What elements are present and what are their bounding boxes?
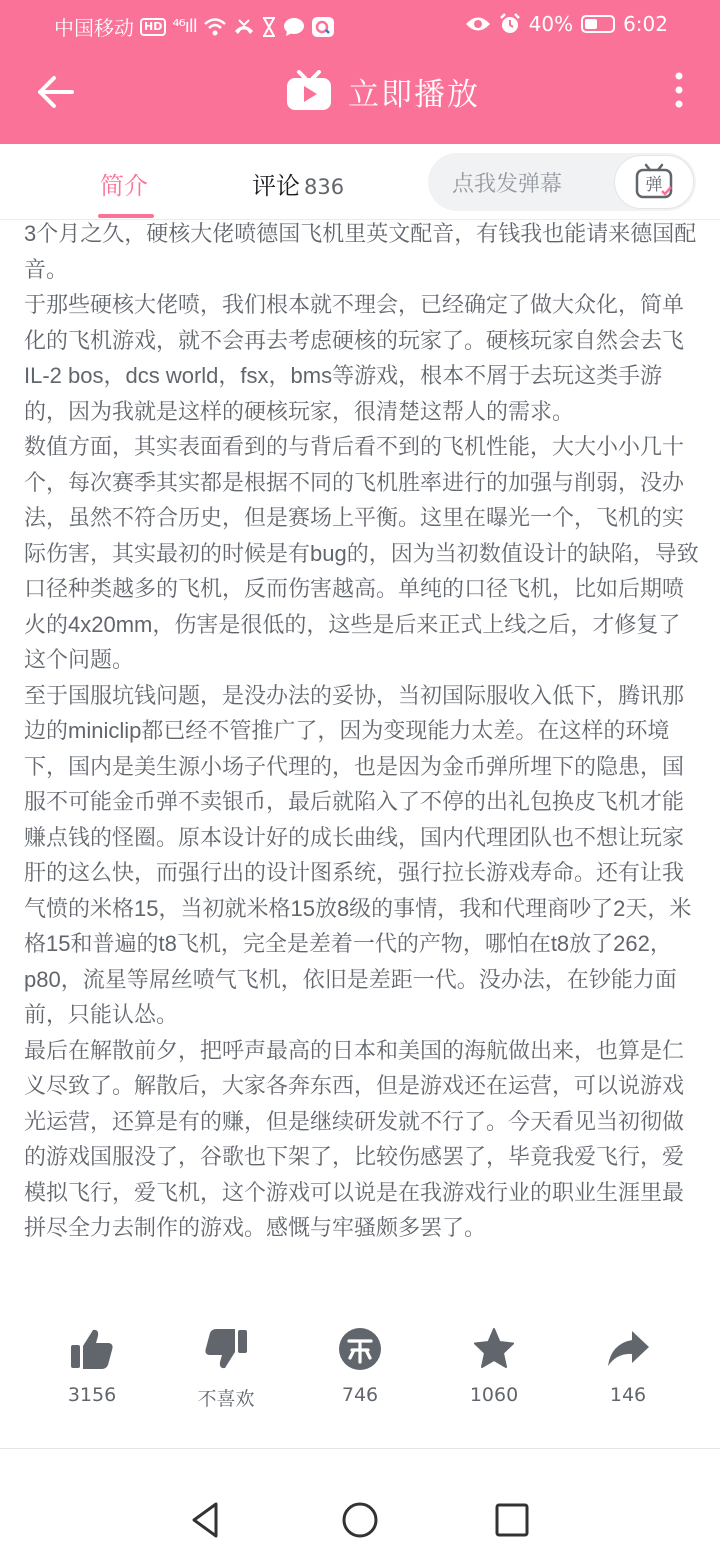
favorite-button[interactable] bbox=[444, 1326, 544, 1406]
wifi-icon bbox=[203, 17, 227, 37]
status-bar bbox=[0, 0, 720, 52]
like-count: 3156 bbox=[67, 1384, 117, 1406]
more-options-icon[interactable] bbox=[664, 68, 694, 112]
back-arrow-icon[interactable] bbox=[34, 70, 78, 114]
description-paragraph-5: 最后在解散前夕，把呼声最高的日本和美国的海航做出来，也算是仁义尽致了。解散后，大家各奔东西，但是游戏还在运营，可以说游戏光运营，还算是有的赚，但是继续研发就不行了。今天看见当初彻做的游戏国服没了，谷歌也下架了，比较伤感罢了，毕竟我爱飞行，爱模拟飞行，爱飞机，这个游戏可以说是在我游戏行业的职业生涯里最拼尽全力去制作的游戏。感慨与牢骚颇多罢了。 bbox=[24, 1037, 685, 1240]
section-divider bbox=[0, 1448, 720, 1449]
status-right bbox=[465, 12, 668, 36]
description-content bbox=[24, 216, 700, 1316]
missed-call-icon bbox=[233, 17, 255, 37]
danmaku-placeholder: 点我发弹幕 bbox=[452, 172, 563, 197]
coin-icon bbox=[337, 1326, 383, 1372]
description-paragraph-1: 3个月之久，硬核大佬喷德国飞机里英文配音，有钱我也能请来德国配音。 bbox=[24, 221, 697, 282]
description-paragraph-3: 数值方面，其实表面看到的与背后看不到的飞机性能，大大小小几十个，每次赛季其实都是根据不同的飞机胜率进行的加强与削弱，没办法，虽然不符合历史，但是赛场上平衡。这里在曝光一个，飞机的实际伤害，其实最初的时候是有bug的，因为当初数值设计的缺陷，导致口径种类越多的飞机，反而伤害越高。单纯的口径飞机，比如后期喷火的4x20mm，伤害是很低的，这些是后来正式上线之后，才修复了这个问题。 bbox=[24, 434, 699, 672]
top-header bbox=[0, 0, 720, 144]
danmaku-toggle-button[interactable] bbox=[614, 155, 694, 209]
star-icon bbox=[471, 1326, 517, 1372]
coin-count: 746 bbox=[341, 1384, 379, 1406]
description-paragraph-4: 至于国服坑钱问题，是没办法的妥协，当初国际服收入低下，腾讯那边的miniclip都已经不管推广了，因为变现能力太差。在这样的环境下，国内是美生源小场子代理的，也是因为金币弹所埋下的隐患，国服不可能金币弹不卖银币，最后就陷入了不停的出礼包换皮飞机才能赚点钱的怪圈。原本设计好的成长曲线，国内代理团队也不想让玩家肝的这么快，而强行出的设计图系统，强行拉长游戏寿命。还有让我气愤的米格15，当初就米格15放8级的事情，我和代理商吵了2天，米格15和普遍的t8飞机，完全是差着一代的产物，哪怕在t8放了262，p80，流星等屌丝喷气飞机，依旧是差距一代。没办法，在钞能力面前，只能认怂。 bbox=[24, 682, 692, 1027]
nav-recents-icon[interactable] bbox=[492, 1500, 532, 1540]
tab-comments-label: 评论 bbox=[252, 172, 300, 200]
nav-home-icon[interactable] bbox=[340, 1500, 380, 1540]
share-arrow-icon bbox=[605, 1326, 651, 1372]
tv-play-icon bbox=[286, 70, 332, 112]
dislike-label: 不喜欢 bbox=[197, 1388, 255, 1410]
app-notification-icon bbox=[311, 16, 335, 38]
coin-button[interactable] bbox=[310, 1326, 410, 1406]
danmaku-tv-icon bbox=[634, 163, 674, 201]
dislike-button[interactable] bbox=[176, 1326, 276, 1411]
favorite-count: 1060 bbox=[469, 1384, 519, 1406]
action-bar bbox=[0, 1326, 720, 1426]
danmaku-input[interactable] bbox=[428, 153, 696, 211]
alarm-icon bbox=[499, 13, 521, 35]
tab-intro[interactable]: 简介 bbox=[100, 172, 148, 200]
clock-time: 6:02 bbox=[623, 12, 668, 36]
system-nav-bar bbox=[0, 1480, 720, 1560]
description-paragraph-2: 于那些硬核大佬喷，我们根本就不理会，已经确定了做大众化，简单化的飞机游戏，就不会再去考虑硬核的玩家了。硬核玩家自然会去飞IL-2 bos，dcs world，fsx，bms等游戏，根本不屑于去玩这类手游的，因为我就是这样的硬核玩家，很清楚这帮人的需求。 bbox=[24, 292, 685, 424]
share-button[interactable] bbox=[578, 1326, 678, 1406]
danmaku-button-label: 弹 bbox=[645, 175, 663, 195]
status-left bbox=[54, 12, 335, 41]
signal-icon: ⁴⁶ıll bbox=[172, 16, 197, 37]
battery-icon bbox=[581, 15, 615, 33]
app-bar bbox=[0, 52, 720, 144]
chat-bubble-icon bbox=[283, 17, 305, 37]
share-count: 146 bbox=[609, 1384, 647, 1406]
thumbs-down-icon bbox=[203, 1326, 249, 1372]
nav-back-icon[interactable] bbox=[186, 1500, 226, 1540]
carrier-label: 中国移动 bbox=[54, 16, 134, 40]
eye-icon bbox=[465, 15, 491, 33]
hourglass-icon bbox=[261, 17, 277, 37]
thumbs-up-icon bbox=[69, 1326, 115, 1372]
hd-badge: HD bbox=[140, 18, 166, 36]
tab-comments[interactable] bbox=[252, 166, 344, 201]
tab-comments-count: 836 bbox=[304, 175, 345, 199]
play-now-button[interactable] bbox=[286, 66, 480, 116]
like-button[interactable] bbox=[42, 1326, 142, 1406]
page-title: 立即播放 bbox=[348, 76, 480, 112]
battery-percent: 40% bbox=[528, 12, 574, 36]
